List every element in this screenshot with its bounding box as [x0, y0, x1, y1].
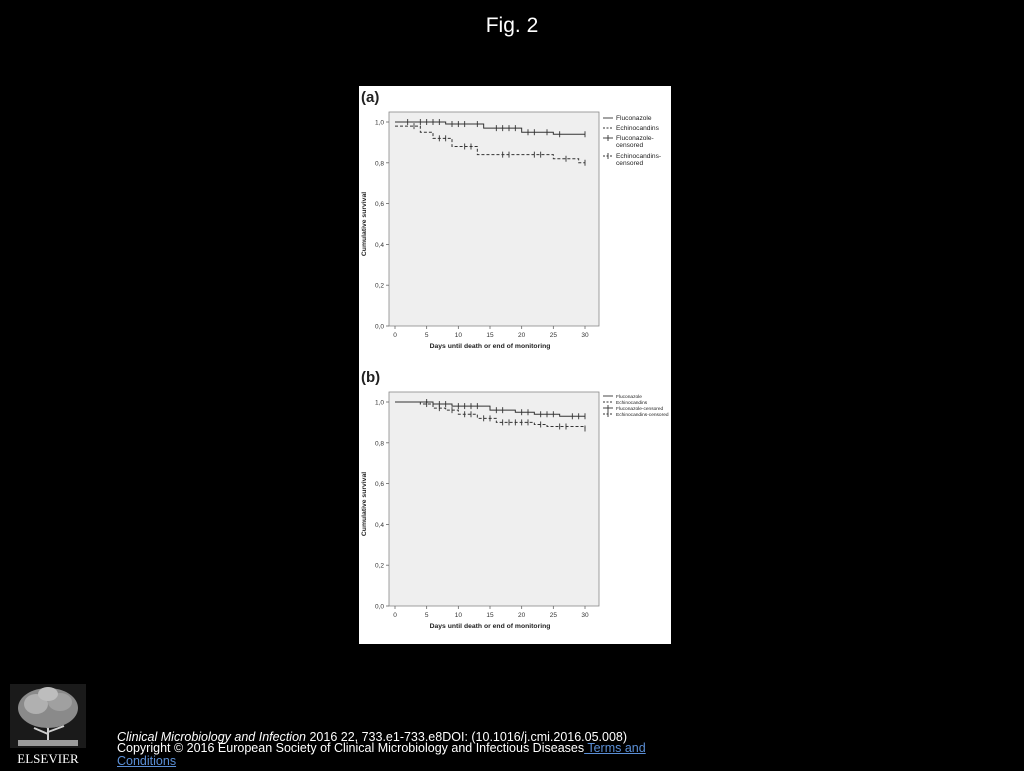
panel-b-x-tick-label: 5 — [424, 612, 429, 619]
panel-a-y-tick-label: 0,4 — [374, 241, 384, 249]
panel-b-y-tick-label: 0,6 — [374, 481, 384, 489]
figure-panel — [359, 86, 671, 644]
copyright-notice — [117, 742, 677, 768]
panel-b-y-tick-label: 0,4 — [374, 521, 384, 529]
slide-title: Fig. 2 — [485, 14, 539, 37]
panel-a-plot-area — [389, 112, 599, 326]
panel-a-y-tick-label: 0,8 — [374, 160, 384, 168]
panel-b-x-tick-label: 30 — [581, 612, 589, 619]
panel-a-y-tick-label: 0,6 — [374, 201, 384, 209]
panel-a-y-axis-label: Cumulative survival — [361, 191, 368, 257]
panel-a-legend-echinocandins-text: Echinocandins — [616, 125, 659, 132]
survival-curves-figure — [359, 86, 671, 644]
elsevier-logo — [8, 682, 88, 766]
panel-a-legend-echinocandins-censored-text: Echinocandins- — [616, 153, 662, 160]
elsevier-tree-icon — [8, 682, 88, 766]
panel-a-x-tick-label: 5 — [424, 332, 429, 339]
citation-journal: Clinical Microbiology and Infection — [117, 730, 306, 744]
panel-b-label: (b) — [361, 369, 381, 386]
panel-b-legend-echinocandins-text: Echinocandins — [616, 401, 648, 406]
panel-a-x-tick-label: 20 — [518, 332, 526, 339]
panel-a-legend-fluconazole-text: Fluconazole — [616, 115, 652, 122]
panel-b-legend-fluconazole-text: Fluconazole — [616, 395, 642, 400]
panel-b-y-tick-label: 0,2 — [374, 562, 384, 570]
panel-b-y-tick-label: 0,8 — [374, 440, 384, 448]
elsevier-wordmark: ELSEVIER — [17, 751, 79, 766]
panel-a-y-tick-label: 1,0 — [374, 119, 384, 127]
panel-b-legend-fluconazole-censored-text: Fluconazole-censored — [616, 407, 664, 412]
panel-a-y-tick-label: 0,2 — [374, 282, 384, 290]
panel-a-legend-echinocandins-censored-text-line2: censored — [616, 160, 644, 167]
panel-b-y-axis-label: Cumulative survival — [361, 471, 368, 537]
panel-b-x-tick-label: 0 — [393, 612, 397, 619]
panel-b-legend-echinocandins-censored-text: Echinocandins-censored — [616, 413, 669, 418]
panel-a-label: (a) — [361, 89, 380, 106]
panel-b-plot-area — [389, 392, 599, 606]
panel-a-x-tick-label: 30 — [581, 332, 589, 339]
panel-b-y-tick-label: 0,0 — [374, 603, 384, 611]
panel-b-x-tick-label: 20 — [518, 612, 526, 619]
panel-a-x-axis-label: Days until death or end of monitoring — [429, 343, 551, 350]
panel-b-y-tick-label: 1,0 — [374, 399, 384, 407]
citation-details: 2016 22, 733.e1-733.e8DOI: (10.1016/j.cmi.2016.05.008) — [305, 730, 628, 744]
panel-b-x-tick-label: 10 — [454, 612, 462, 619]
panel-a-x-tick-label: 10 — [454, 332, 462, 339]
panel-a-x-tick-label: 25 — [549, 332, 557, 339]
panel-a-legend-fluconazole-censored-text-line2: censored — [616, 142, 644, 149]
panel-b-x-tick-label: 25 — [549, 612, 557, 619]
panel-a-y-tick-label: 0,0 — [374, 323, 384, 331]
copyright-text: Copyright © 2016 European Society of Clinical Microbiology and Infectious Diseases — [117, 741, 585, 755]
terms-and-conditions-link[interactable]: Terms and Conditions — [117, 741, 646, 768]
panel-a-x-tick-label: 15 — [486, 332, 494, 339]
panel-b-x-tick-label: 15 — [486, 612, 494, 619]
panel-a-legend-fluconazole-censored-text: Fluconazole- — [616, 135, 654, 142]
panel-b-x-axis-label: Days until death or end of monitoring — [429, 623, 551, 630]
panel-a-x-tick-label: 0 — [393, 332, 397, 339]
